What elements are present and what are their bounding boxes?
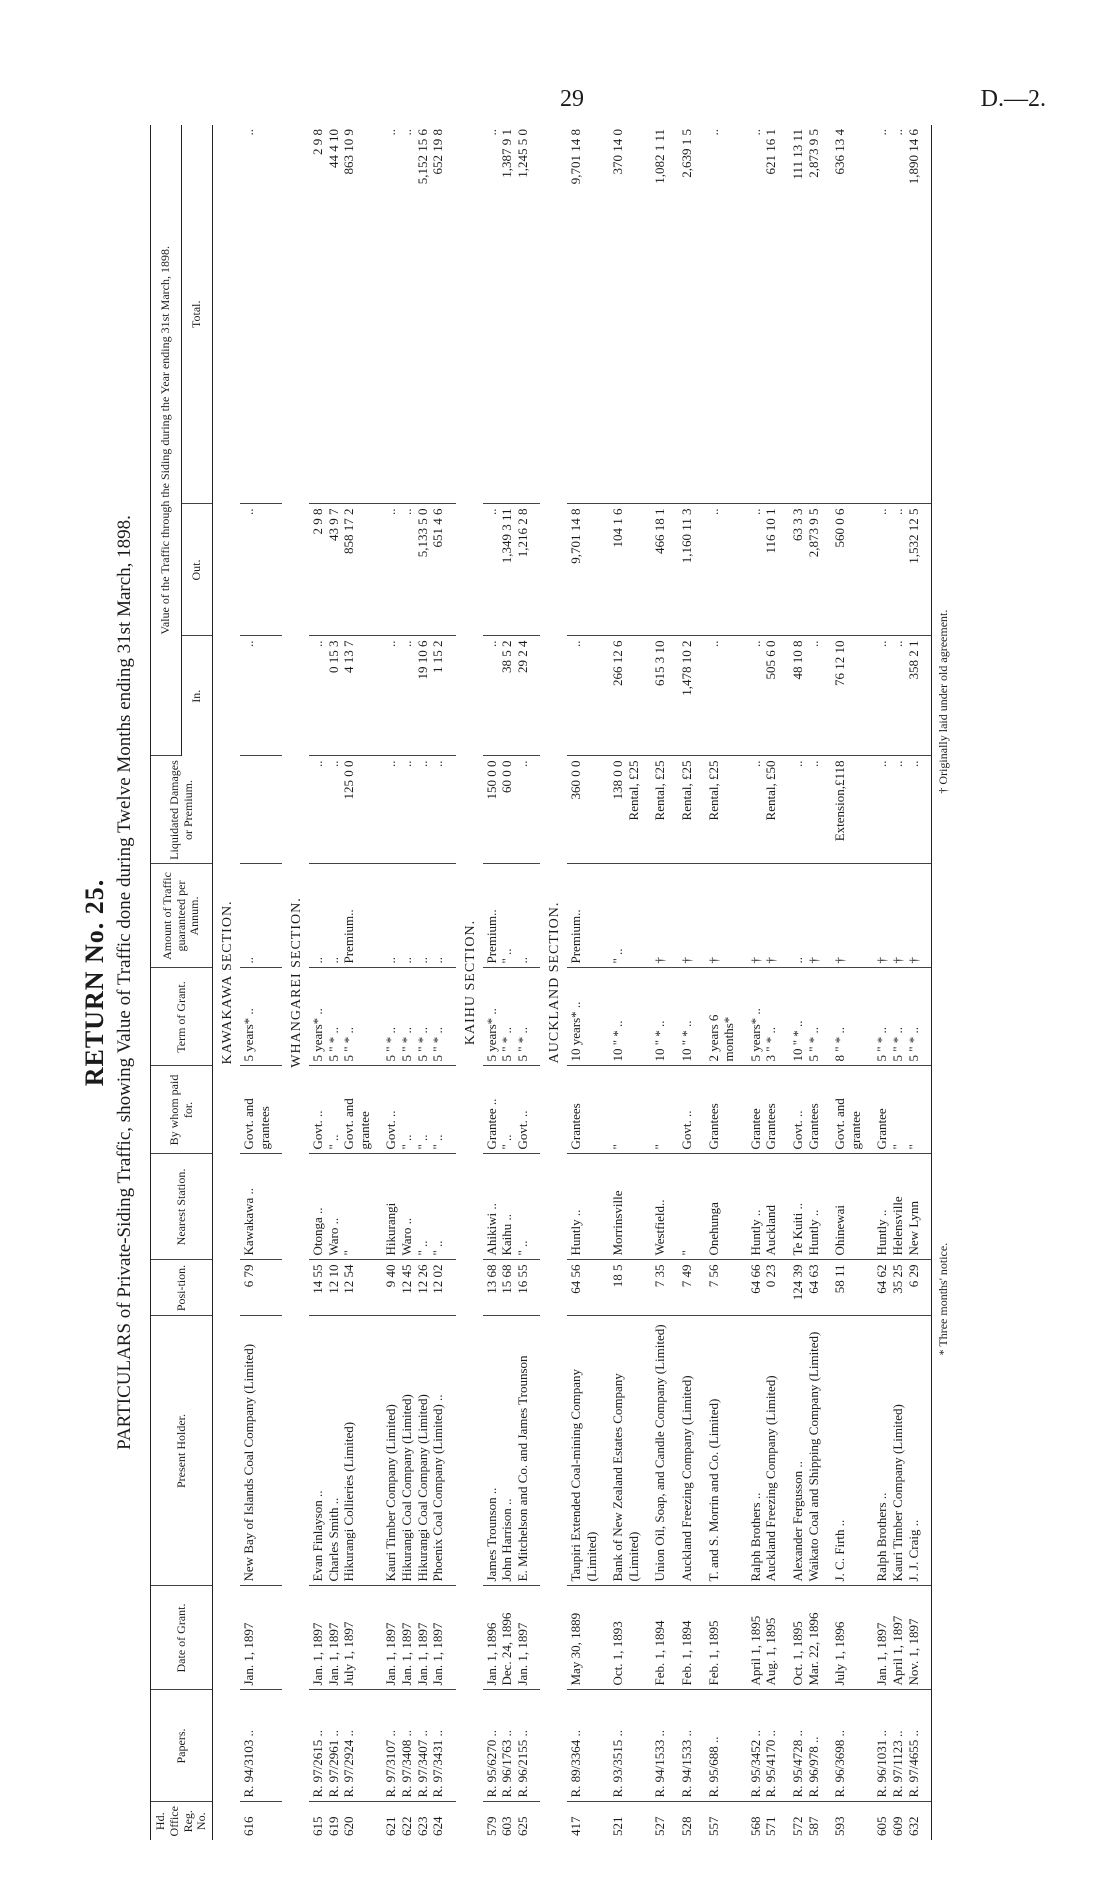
cell-amount: † † †: [873, 864, 931, 968]
header-out: Out.: [182, 504, 213, 636]
footnote-three-months: * Three months' notice.: [936, 1242, 951, 1356]
cell-holder: T. and S. Morrin and Co. (Limited): [705, 1316, 747, 1586]
section-heading: AUCKLAND SECTION.: [547, 901, 563, 1064]
cell-position: 7 49: [678, 1260, 705, 1316]
cell-damages: 138 0 0 Rental, £25: [609, 756, 651, 864]
cell-no: 615 619 620: [309, 1816, 357, 1836]
cell-out: 2 9 8 43 9 7 858 17 2: [309, 504, 382, 636]
section-heading: KAIHU SECTION.: [462, 919, 478, 1046]
cell-paid: ": [651, 1066, 678, 1154]
table-row: [567, 125, 609, 1840]
header-damages: Liquidated Damages or Premium.: [151, 756, 213, 864]
cell-papers: R. 93/3515 ..: [609, 1690, 651, 1802]
table-row: [382, 125, 455, 1840]
cell-paid: ": [609, 1066, 651, 1154]
cell-station: Hikurangi Waro .. " .. " ..: [382, 1154, 455, 1260]
cell-damages: Rental, £25: [705, 756, 747, 864]
cell-holder: Taupiri Extended Coal-mining Company (Limited): [567, 1316, 609, 1586]
cell-amount: " ..: [609, 864, 651, 968]
cell-holder: Alexander Fergusson .. Waikato Coal and Shipping Company (Limited): [789, 1316, 831, 1586]
cell-no: 528: [679, 1816, 695, 1836]
cell-date: Feb. 1, 1895: [705, 1586, 747, 1690]
header-amount: Amount of Traffic guaranteed per Annum.: [151, 864, 213, 968]
cell-date: Feb. 1, 1894: [678, 1586, 705, 1690]
cell-position: 14 55 12 10 12 54: [309, 1260, 382, 1316]
cell-position: 64 56: [567, 1260, 609, 1316]
cell-date: Feb. 1, 1894: [651, 1586, 678, 1690]
cell-damages: Rental, £25: [651, 756, 678, 864]
cell-holder: Bank of New Zealand Estates Company (Limited): [609, 1316, 651, 1586]
section-row: [282, 125, 309, 1840]
cell-paid: Grantee Grantees: [747, 1066, 789, 1154]
cell-term: 5 years* .. 5 " * .. 5 " * ..: [483, 968, 541, 1066]
private-siding-table: [150, 125, 932, 1840]
cell-holder: James Trounson .. John Harrison .. E. Mitchelson and Co. and James Trounson: [483, 1316, 541, 1586]
cell-station: ": [678, 1154, 705, 1260]
cell-total: 1,082 1 11: [651, 125, 678, 504]
cell-date: Jan. 1, 1897 April 1, 1897 Nov. 1, 1897: [873, 1586, 931, 1690]
cell-term: 8 " * ..: [831, 968, 873, 1066]
cell-out: 560 0 6: [831, 504, 873, 636]
header-paid: By whom paid for.: [151, 1066, 213, 1154]
cell-in: ..: [240, 636, 282, 756]
cell-no: 605 609 632: [873, 1802, 931, 1840]
section-row: [540, 125, 567, 1840]
table-row: [747, 125, 789, 1840]
cell-paid: Govt. ..: [678, 1066, 705, 1154]
header-station: Nearest Station.: [151, 1154, 213, 1260]
cell-damages: .. ..: [789, 756, 831, 864]
cell-term: 2 years 6 months*: [705, 968, 747, 1066]
cell-amount: .. †: [789, 864, 831, 968]
cell-in: .. .. 19 10 6 1 15 2: [382, 636, 455, 756]
cell-date: July 1, 1896: [831, 1586, 873, 1690]
cell-out: .. .. 5,133 5 0 651 4 6: [382, 504, 455, 636]
section-heading: KAWAKAWA SECTION.: [220, 900, 236, 1065]
header-position: Posi-tion.: [151, 1260, 213, 1316]
header-office-no: Hd. Office Reg. No.: [151, 1802, 213, 1840]
cell-papers: R. 96/1031 .. R. 97/1123 .. R. 97/4655 ..: [873, 1690, 931, 1802]
cell-term: 5 " * .. 5 " * .. 5 " * .. 5 " * ..: [382, 968, 455, 1066]
cell-out: 63 3 3 2,873 9 5: [789, 504, 831, 636]
cell-no: 579 603 625: [483, 1816, 530, 1836]
cell-amount: Premium..: [567, 864, 609, 968]
table-row: [789, 125, 831, 1840]
cell-holder: Auckland Freezing Company (Limited): [678, 1316, 705, 1586]
header-total: Total.: [182, 125, 213, 504]
cell-papers: R. 95/688 ..: [705, 1690, 747, 1802]
page-number: 29: [560, 86, 584, 112]
header-papers: Papers.: [151, 1690, 213, 1802]
table-row: [309, 125, 382, 1840]
cell-total: .. .. 5,152 15 6 652 19 8: [382, 125, 455, 504]
cell-position: 124 39 64 63: [789, 1260, 831, 1316]
cell-out: 9,701 14 8: [567, 504, 609, 636]
cell-amount: .. .. .. ..: [382, 864, 455, 968]
cell-date: Jan. 1, 1896 Dec. 24, 1896 Jan. 1, 1897: [483, 1586, 541, 1690]
cell-out: ..: [240, 504, 282, 636]
cell-out: 104 1 6: [609, 504, 651, 636]
cell-station: Ahikiwi .. Kaihu .. " ..: [483, 1154, 541, 1260]
cell-total: 2,639 1 5: [678, 125, 705, 504]
table-body: [213, 125, 932, 1840]
cell-total: ..: [705, 125, 747, 504]
cell-papers: R. 94/1533 ..: [651, 1690, 678, 1802]
cell-in: ..: [705, 636, 747, 756]
cell-amount: †: [705, 864, 747, 968]
cell-in: 615 3 10: [651, 636, 678, 756]
cell-total: 111 13 11 2,873 9 5: [789, 125, 831, 504]
cell-term: 5 years* .. 5 " * .. 5 " * ..: [309, 968, 382, 1066]
cell-holder: Union Oil, Soap, and Candle Company (Limited): [651, 1316, 678, 1586]
cell-total: .. .. 1,890 14 6: [873, 125, 931, 504]
cell-term: 10 " * ..: [651, 968, 678, 1066]
cell-papers: R. 97/2615 .. R. 97/2961 .. R. 97/2924 ..: [309, 1690, 382, 1802]
cell-date: Jan. 1, 1897 Jan. 1, 1897 July 1, 1897: [309, 1586, 382, 1690]
table-row: [873, 125, 931, 1840]
cell-in: 76 12 10: [831, 636, 873, 756]
cell-position: 58 11: [831, 1260, 873, 1316]
cell-paid: Govt. and grantee: [831, 1066, 873, 1154]
cell-term: 5 years* .. 3 " * ..: [747, 968, 789, 1066]
cell-station: Ohinewai: [831, 1154, 873, 1260]
cell-papers: R. 95/6270 .. R. 96/1763 .. R. 96/2155 ..: [483, 1690, 541, 1802]
cell-in: .. 505 6 0: [747, 636, 789, 756]
cell-station: Huntly .. Helensville New Lynn: [873, 1154, 931, 1260]
cell-out: 466 18 1: [651, 504, 678, 636]
cell-paid: Grantee " ": [873, 1066, 931, 1154]
cell-holder: New Bay of Islands Coal Company (Limited): [240, 1316, 282, 1586]
table-row: [240, 125, 282, 1840]
header-in: In.: [182, 636, 213, 756]
table-row: [609, 125, 651, 1840]
cell-paid: Govt. .. " .. " .. " ..: [382, 1066, 455, 1154]
cell-damages: 150 0 0 60 0 0 ..: [483, 756, 541, 864]
cell-out: 1,160 11 3: [678, 504, 705, 636]
return-title: RETURN No. 25.: [80, 878, 109, 1087]
cell-holder: Ralph Brothers .. Auckland Freezing Company (Limited): [747, 1316, 789, 1586]
footnote-original: † Originally laid under old agreement.: [936, 609, 951, 794]
cell-term: 10 " * .. 5 " * ..: [789, 968, 831, 1066]
cell-holder: J. C. Firth ..: [831, 1316, 873, 1586]
cell-in: ..: [567, 636, 609, 756]
cell-holder: Evan Finlayson .. Charles Smith .. Hikurangi Collieries (Limited): [309, 1316, 382, 1586]
cell-paid: Govt. .. " .. Govt. and grantee: [309, 1066, 382, 1154]
cell-damages: [240, 756, 282, 864]
cell-no: 621 622 623 624: [383, 1816, 446, 1836]
cell-position: 7 35: [651, 1260, 678, 1316]
cell-position: 18 5: [609, 1260, 651, 1316]
cell-damages: .. .. .. ..: [382, 756, 455, 864]
cell-term: 5 " * .. 5 " * .. 5 " * ..: [873, 968, 931, 1066]
section-heading: WHANGAREI SECTION.: [289, 897, 305, 1068]
footnotes: [936, 125, 951, 1840]
cell-station: Huntly ..: [567, 1154, 609, 1260]
cell-no: 417: [568, 1816, 584, 1836]
cell-paid: Grantee .. " .. Govt. ..: [483, 1066, 541, 1154]
cell-station: Kawakawa ..: [240, 1154, 282, 1260]
cell-amount: ..: [240, 864, 282, 968]
cell-paid: Govt. and grantees: [240, 1066, 282, 1154]
cell-no: 616: [240, 1816, 256, 1836]
cell-position: 64 62 35 25 6 29: [873, 1260, 931, 1316]
cell-paid: Grantees: [567, 1066, 609, 1154]
cell-no: 521: [610, 1816, 626, 1836]
cell-amount: Premium.. " .. ..: [483, 864, 541, 968]
cell-station: Huntly .. Auckland: [747, 1154, 789, 1260]
cell-term: 10 " * ..: [609, 968, 651, 1066]
cell-in: .. 38 5 2 29 2 4: [483, 636, 541, 756]
cell-term: 5 years* ..: [240, 968, 282, 1066]
cell-papers: R. 95/4728 .. R. 96/978 ..: [789, 1690, 831, 1802]
cell-date: Jan. 1, 1897: [240, 1586, 282, 1690]
cell-total: 636 13 4: [831, 125, 873, 504]
cell-station: Westfield..: [651, 1154, 678, 1260]
cell-damages: Rental, £25: [678, 756, 705, 864]
cell-in: 266 12 6: [609, 636, 651, 756]
cell-date: Jan. 1, 1897 Jan. 1, 1897 Jan. 1, 1897 Jan. 1, 1897: [382, 1586, 455, 1690]
cell-out: ..: [705, 504, 747, 636]
table-row: [678, 125, 705, 1840]
cell-total: 2 9 8 44 4 10 863 10 9: [309, 125, 382, 504]
header-term: Term of Grant.: [151, 968, 213, 1066]
cell-papers: R. 94/3103 ..: [240, 1690, 282, 1802]
cell-position: 64 66 0 23: [747, 1260, 789, 1316]
cell-amount: †: [678, 864, 705, 968]
cell-no: 593: [832, 1816, 848, 1836]
cell-holder: Ralph Brothers .. Kauri Timber Company (Limited) J. J. Craig ..: [873, 1316, 931, 1586]
table-row: [831, 125, 873, 1840]
cell-no: 557: [705, 1816, 721, 1836]
cell-damages: .. Rental, £50: [747, 756, 789, 864]
cell-papers: R. 97/3107 .. R. 97/3408 .. R. 97/3407 .. R. 97/3431 ..: [382, 1690, 455, 1802]
header-holder: Present Holder.: [151, 1316, 213, 1586]
cell-station: Onehunga: [705, 1154, 747, 1260]
cell-total: .. 621 16 1: [747, 125, 789, 504]
cell-paid: Grantees: [705, 1066, 747, 1154]
cell-date: May 30, 1889: [567, 1586, 609, 1690]
section-row: [213, 125, 240, 1840]
cell-amount: † †: [747, 864, 789, 968]
cell-out: .. 116 10 1: [747, 504, 789, 636]
cell-total: .. 1,387 9 1 1,245 5 0: [483, 125, 541, 504]
cell-out: .. .. 1,532 12 5: [873, 504, 931, 636]
header-date: Date of Grant.: [151, 1586, 213, 1690]
cell-amount: †: [651, 864, 678, 968]
cell-date: April 1, 1895 Aug. 1, 1895: [747, 1586, 789, 1690]
table-row: [651, 125, 678, 1840]
section-row: [456, 125, 483, 1840]
cell-no: 527: [652, 1816, 668, 1836]
cell-amount: .. .. Premium..: [309, 864, 382, 968]
cell-station: Te Kuiti .. Huntly ..: [789, 1154, 831, 1260]
cell-position: 7 56: [705, 1260, 747, 1316]
document-reference: D.—2.: [980, 86, 1046, 112]
cell-no: 568 571: [747, 1816, 779, 1836]
cell-date: Oct. 1, 1893: [609, 1586, 651, 1690]
cell-in: .. .. 358 2 1: [873, 636, 931, 756]
cell-total: 370 14 0: [609, 125, 651, 504]
cell-papers: R. 89/3364 ..: [567, 1690, 609, 1802]
cell-in: 48 10 8 ..: [789, 636, 831, 756]
cell-total: ..: [240, 125, 282, 504]
cell-date: Oct. 1, 1895 Mar. 22, 1896: [789, 1586, 831, 1690]
cell-no: 572 587: [790, 1816, 821, 1836]
cell-paid: Govt. .. Grantees: [789, 1066, 831, 1154]
cell-position: 6 79: [240, 1260, 282, 1316]
cell-damages: .. .. 125 0 0: [309, 756, 382, 864]
table-row: [705, 125, 747, 1840]
cell-term: 10 " * ..: [678, 968, 705, 1066]
cell-in: .. 0 15 3 4 13 7: [309, 636, 382, 756]
cell-out: .. 1,349 3 11 1,216 2 8: [483, 504, 541, 636]
cell-damages: Extension,£118: [831, 756, 873, 864]
cell-holder: Kauri Timber Company (Limited) Hikurangi Coal Company (Limited) Hikurangi Coal Company (Limited) Phoenix Coal Company (Limited) ..: [382, 1316, 455, 1586]
cell-station: Morrinsville: [609, 1154, 651, 1260]
cell-papers: R. 96/3698 ..: [831, 1690, 873, 1802]
cell-damages: 360 0 0: [567, 756, 609, 864]
cell-damages: .. .. ..: [873, 756, 931, 864]
header-value-group: Value of the Traffic through the Siding during the Year ending 31st March, 1898.: [151, 125, 182, 756]
return-subtitle: PARTICULARS of Private-Siding Traffic, showing Value of Traffic done during Twelve Months ending 31st March, 1898.: [114, 515, 135, 1450]
cell-position: 13 68 15 68 16 55: [483, 1260, 541, 1316]
table-row: [483, 125, 541, 1840]
cell-term: 10 years* ..: [567, 968, 609, 1066]
cell-papers: R. 94/1533 ..: [678, 1690, 705, 1802]
cell-station: Otonga .. Waro .. ": [309, 1154, 382, 1260]
cell-position: 9 40 12 45 12 26 12 02: [382, 1260, 455, 1316]
rotated-return-table: [80, 125, 1000, 1840]
cell-total: 9,701 14 8: [567, 125, 609, 504]
cell-papers: R. 95/3452 .. R. 95/4170 ..: [747, 1690, 789, 1802]
cell-amount: †: [831, 864, 873, 968]
cell-in: 1,478 10 2: [678, 636, 705, 756]
